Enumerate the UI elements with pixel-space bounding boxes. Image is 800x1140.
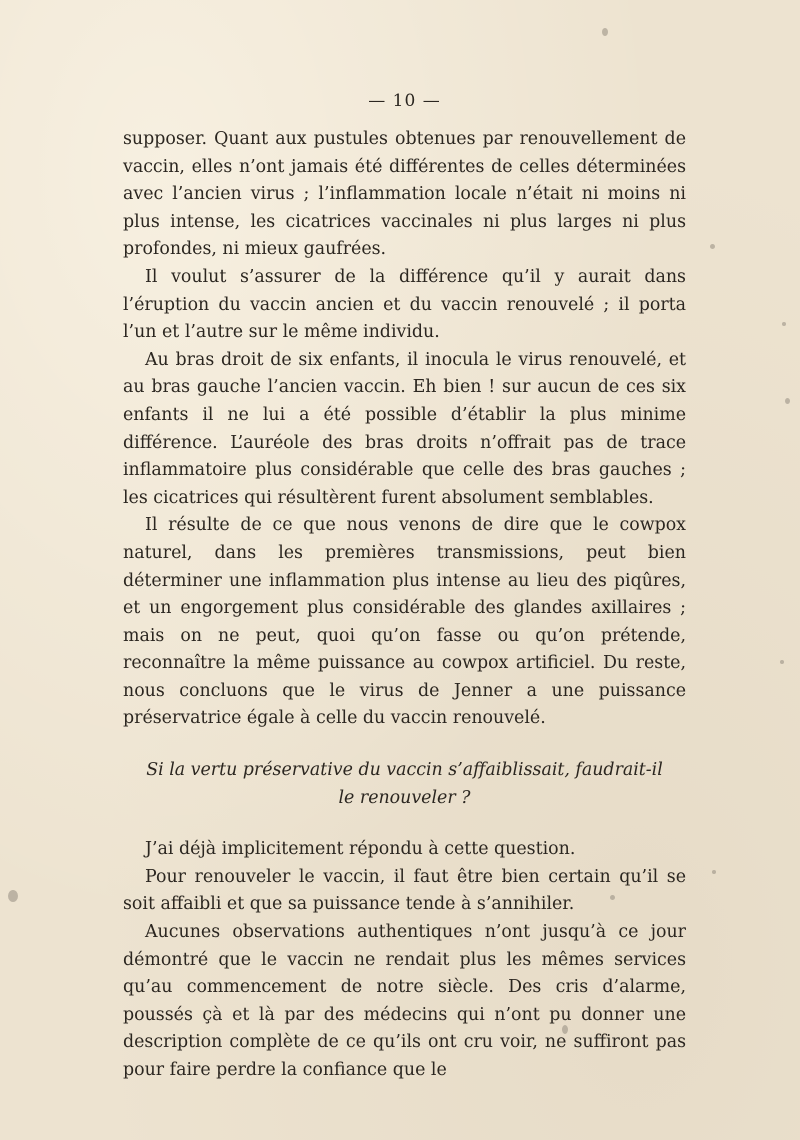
section-heading: Si la vertu préservative du vaccin s’affaiblissait, faudrait-il le renouveler ? — [146, 760, 663, 808]
paragraph-2: Il voulut s’assurer de la différence qu’il y aurait dans l’éruption du vaccin ancien et du vaccin renouvelé ; il porta l’un et l’autre sur le même individu. — [123, 266, 686, 343]
ink-speck — [602, 28, 608, 36]
paragraph-1: supposer. Quant aux pustules obtenues par renouvellement de vaccin, elles n’ont jamais été différentes de celles déterminées avec l’ancien virus ; l’inflammation locale n’était ni moins ni plus intense, les cicatrices vaccinales ni plus larges ni plus profondes, ni mieux gaufrées. — [123, 129, 686, 260]
paragraph-5: J’ai déjà implicitement répondu à cette question. — [145, 839, 576, 860]
ink-speck — [785, 398, 790, 404]
ink-speck — [782, 322, 786, 326]
ink-speck — [780, 660, 784, 664]
paragraph-7: Aucunes observations authentiques n’ont jusqu’à ce jour démontré que le vaccin ne rendait plus les mêmes services qu’au commencement de notre siècle. Des cris d’alarme, poussés çà et là par des médecins qui n’ont pu donner une description complète de ce qu’ils ont cru voir, ne suffiront pas pour faire perdre la confiance que le — [123, 922, 686, 1080]
page-body — [123, 126, 686, 1085]
paragraph-3: Au bras droit de six enfants, il inocula le virus renouvelé, et au bras gauche l’ancien vaccin. Eh bien ! sur aucun de ces six enfants il ne lui a été possible d’établir la plus minime différence. L’auréole des bras droits n’offrait pas de trace inflammatoire plus considérable que celle des bras gauches ; les cicatrices qui résultèrent furent absolument semblables. — [123, 349, 686, 508]
ink-speck — [710, 244, 715, 249]
page-number: — 10 — — [368, 91, 441, 111]
ink-speck — [712, 870, 716, 874]
ink-speck — [8, 890, 18, 902]
paragraph-4: Il résulte de ce que nous venons de dire que le cowpox naturel, dans les premières transmissions, peut bien déterminer une inflammation plus intense au lieu des piqûres, et un engorgement plus considérable des glandes axillaires ; mais on ne peut, quoi qu’on fasse ou qu’on prétende, reconnaître la même puissance au cowpox artificiel. Du reste, nous concluons que le virus de Jenner a une puissance préservatrice égale à celle du vaccin renouvelé. — [123, 515, 686, 729]
paragraph-6: Pour renouveler le vaccin, il faut être bien certain qu’il se soit affaibli et que sa puissance tende à s’annihiler. — [123, 866, 686, 915]
